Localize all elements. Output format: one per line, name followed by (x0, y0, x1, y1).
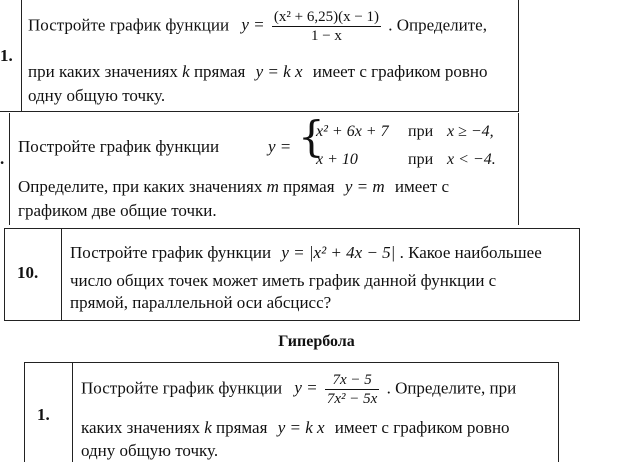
line2-text-a: каких значениях (81, 418, 200, 437)
task-line-1 (18, 137, 219, 157)
system-brace: { (298, 112, 325, 161)
task-block-hyperbola-1 (24, 362, 584, 462)
case1-expression: x² + 6x + 7 (316, 123, 389, 140)
task-line-2 (70, 271, 496, 291)
line2-text-a: Определите, при каких значениях (18, 177, 263, 196)
task-text-cell (61, 228, 580, 321)
task-number-cell (24, 362, 72, 462)
task-block-10 (4, 228, 600, 321)
fraction-numerator: 7x − 5 (325, 371, 379, 390)
function-formula: y = |x² + 4x − 5| (281, 243, 396, 262)
task-lead-text: Постройте график функции (81, 378, 283, 398)
task-line-2 (81, 418, 510, 438)
function-y-eq: y = (294, 378, 318, 398)
task-number-cell (4, 228, 61, 321)
line3-text: графиком две общие точки. (18, 201, 217, 220)
task-line-3 (70, 293, 331, 313)
line3-text: прямой, параллельной оси абсцисс? (70, 293, 332, 312)
task-line-3 (81, 441, 218, 461)
task-line-3 (28, 86, 165, 106)
task-line-2 (28, 62, 488, 82)
fraction-denominator: 7x² − 5x (326, 391, 378, 407)
task-text-cell (72, 362, 559, 462)
line2-formula: y = k x (277, 418, 325, 437)
task-lead-text: Постройте график функции (28, 15, 230, 35)
task-line-1 (81, 371, 516, 408)
line2-text-b: прямая (283, 177, 335, 196)
line2-text-a: при каких значениях (28, 62, 178, 81)
task-block-2 (0, 113, 520, 225)
case1-condition: x ≥ −4, (447, 123, 494, 140)
line2-text-c: имеет с графиком ровно (312, 62, 488, 81)
line2-k: k (182, 62, 190, 81)
line2-formula: y = k x (255, 62, 303, 81)
task-after-text: . Определите, при (386, 378, 517, 398)
case2-condition: x < −4. (447, 151, 496, 168)
task-block-1 (0, 0, 520, 112)
task-lead-text: Постройте график функции (70, 243, 272, 262)
task-number-cell (0, 0, 22, 112)
task-text-cell (10, 113, 519, 225)
line2-text-b: прямая (193, 62, 246, 81)
line3-text: одну общую точку. (81, 441, 219, 460)
case2-expression: x + 10 (316, 151, 358, 168)
task-line-2 (18, 177, 449, 197)
task-line-3 (18, 201, 217, 221)
section-heading: Гипербола (278, 333, 355, 350)
task-line-1 (70, 243, 542, 263)
line2-text-c: имеет с графиком ровно (334, 418, 510, 437)
function-y-eq: y = (241, 15, 265, 35)
line2-formula: y = m (344, 177, 385, 196)
function-fraction (272, 8, 381, 45)
line2-text-b: прямая (216, 418, 268, 437)
function-y-eq: y = (268, 137, 292, 156)
case1-cond-word: при (408, 123, 434, 140)
line2-m: m (266, 177, 279, 196)
task-number: 1. (0, 46, 13, 65)
fraction-numerator: (x² + 6,25)(x − 1) (273, 9, 380, 25)
task-number: . (0, 149, 5, 168)
task-text-cell (22, 0, 519, 112)
task-number-cell (0, 113, 10, 225)
task-number: 10. (17, 263, 39, 282)
task-line-1 (28, 8, 487, 45)
line2-text: число общих точек может иметь график данной функции с (70, 271, 497, 290)
case2-cond-word: при (408, 151, 434, 168)
line2-text-c: имеет с (394, 177, 450, 196)
task-lead-text: Постройте график функции (18, 137, 220, 156)
line3-text: одну общую точку. (28, 86, 166, 105)
function-fraction (325, 371, 379, 408)
line2-k: k (204, 418, 212, 437)
task-after-text: . Определите, (388, 15, 487, 35)
task-number: 1. (37, 405, 50, 424)
fraction-denominator: 1 − x (310, 28, 342, 44)
task-after-text: . Какое наибольшее (399, 243, 542, 262)
